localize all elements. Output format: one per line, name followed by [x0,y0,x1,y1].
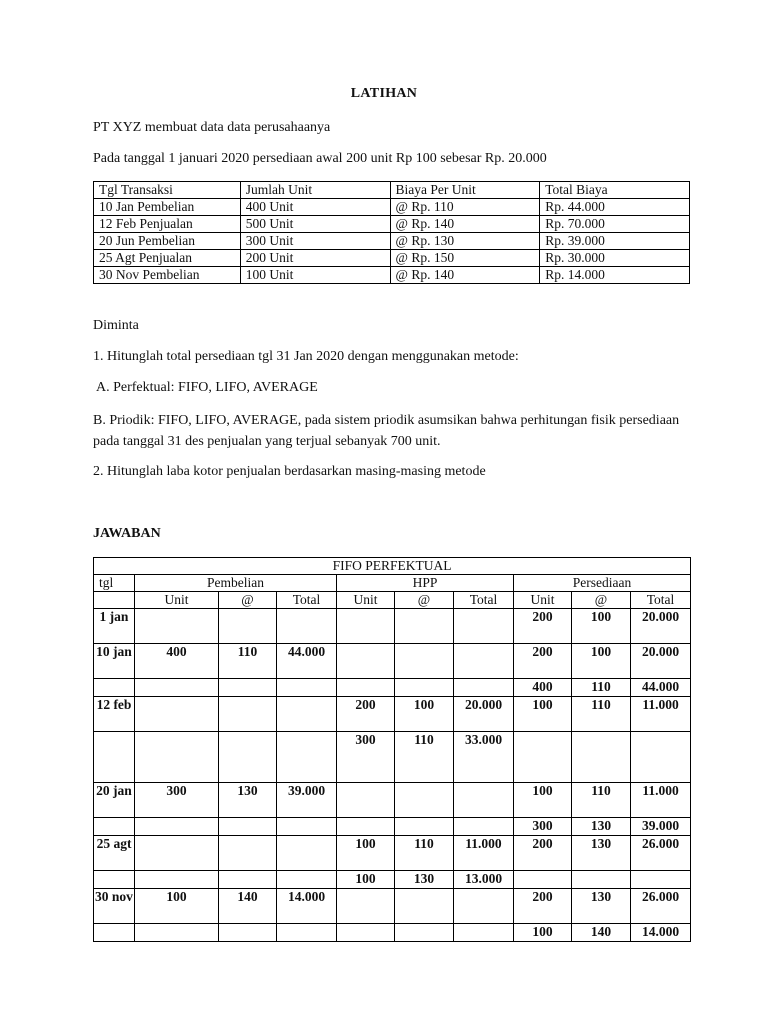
table-cell: @ Rp. 140 [390,216,540,233]
table-cell [395,679,454,697]
table-cell: 100 [395,697,454,732]
table-cell: 12 Feb Penjualan [94,216,241,233]
table-cell: 130 [219,783,277,818]
table-cell: 30 Nov Pembelian [94,267,241,284]
table-cell [337,818,395,836]
fifo-group-header-row [94,575,691,592]
table-cell: @ Rp. 110 [390,199,540,216]
sub-header: @ [395,592,454,609]
tgl-header: tgl [94,575,135,592]
table-cell [337,644,395,679]
sub-header: @ [219,592,277,609]
table-cell: 200 [514,836,572,871]
table-cell [277,732,337,783]
table-cell: 100 [514,924,572,942]
table-cell [395,818,454,836]
table-cell: 14.000 [277,889,337,924]
table-cell: 500 Unit [240,216,390,233]
table-cell [277,871,337,889]
table-cell: 14.000 [631,924,691,942]
table-cell: 300 [337,732,395,783]
table-cell: 100 [514,697,572,732]
table-cell: 33.000 [454,732,514,783]
table-row [94,871,691,889]
table-cell [277,609,337,644]
table-cell: 300 Unit [240,233,390,250]
table-cell: 130 [572,889,631,924]
date-cell: 10 jan [94,644,135,679]
header-cell: Biaya Per Unit [390,182,540,199]
table-cell [135,609,219,644]
table-cell: 130 [572,818,631,836]
table-row [94,216,690,233]
persediaan-header: Persediaan [514,575,691,592]
jawaban-heading: JAWABAN [93,526,161,541]
table-cell [277,924,337,942]
transactions-header-row [94,182,690,199]
table-row [94,679,691,697]
table-cell: 11.000 [454,836,514,871]
table-cell: 110 [219,644,277,679]
table-cell: Rp. 44.000 [540,199,690,216]
table-cell [454,818,514,836]
table-cell: 11.000 [631,783,691,818]
table-cell [277,697,337,732]
empty-cell [94,592,135,609]
table-cell: 100 [337,836,395,871]
header-cell: Jumlah Unit [240,182,390,199]
date-cell [94,924,135,942]
table-cell [395,924,454,942]
table-cell [135,836,219,871]
table-cell [219,871,277,889]
table-row [94,609,691,644]
table-row [94,818,691,836]
table-cell: @ Rp. 150 [390,250,540,267]
table-cell [395,644,454,679]
table-cell: 100 [337,871,395,889]
table-cell: 100 [514,783,572,818]
question-1: 1. Hitunglah total persediaan tgl 31 Jan 2020 dengan menggunakan metode: [93,349,519,364]
date-cell: 1 jan [94,609,135,644]
table-cell [514,871,572,889]
table-row [94,732,691,783]
table-cell [219,697,277,732]
diminta-heading: Diminta [93,318,139,333]
table-cell [277,679,337,697]
table-cell [135,871,219,889]
intro-company: PT XYZ membuat data data perusahaanya [93,120,331,135]
table-cell: 130 [572,836,631,871]
table-cell [395,889,454,924]
table-row [94,924,691,942]
pembelian-header: Pembelian [135,575,337,592]
table-cell [454,679,514,697]
table-cell: 26.000 [631,836,691,871]
table-cell: 11.000 [631,697,691,732]
table-cell: 10 Jan Pembelian [94,199,241,216]
date-cell: 20 jan [94,783,135,818]
table-row [94,889,691,924]
table-cell: 100 [572,644,631,679]
table-row [94,199,690,216]
table-cell: 300 [135,783,219,818]
date-cell: 30 nov [94,889,135,924]
table-row [94,836,691,871]
table-row [94,250,690,267]
sub-header: Unit [514,592,572,609]
table-row [94,783,691,818]
table-cell: 20 Jun Pembelian [94,233,241,250]
sub-header: Total [454,592,514,609]
table-cell: 110 [395,732,454,783]
table-cell [277,836,337,871]
table-row [94,697,691,732]
date-cell [94,732,135,783]
table-cell [454,924,514,942]
table-cell [572,732,631,783]
table-cell: 200 [514,609,572,644]
table-cell [395,609,454,644]
table-cell [219,732,277,783]
table-cell: 39.000 [277,783,337,818]
table-cell: 44.000 [631,679,691,697]
table-cell [631,732,691,783]
table-cell: 400 Unit [240,199,390,216]
table-cell: 140 [219,889,277,924]
table-cell [337,924,395,942]
fifo-perpetual-table [93,557,691,942]
hpp-header: HPP [337,575,514,592]
table-cell: 20.000 [454,697,514,732]
fifo-title: FIFO PERFEKTUAL [94,558,691,575]
table-cell: Rp. 14.000 [540,267,690,284]
question-1b: B. Priodik: FIFO, LIFO, AVERAGE, pada sistem priodik asumsikan bahwa perhitungan fisik persediaan pada tanggal 31 des penjualan yang terjual sebanyak 700 unit. [93,413,680,449]
table-row [94,644,691,679]
date-cell [94,871,135,889]
table-cell: Rp. 70.000 [540,216,690,233]
table-cell: 100 [135,889,219,924]
table-cell [631,871,691,889]
date-cell: 12 feb [94,697,135,732]
table-cell [135,818,219,836]
table-cell [337,609,395,644]
table-cell: 110 [572,783,631,818]
date-cell: 25 agt [94,836,135,871]
table-cell [514,732,572,783]
table-cell [219,924,277,942]
table-cell [135,732,219,783]
table-cell: 200 [337,697,395,732]
table-cell: 26.000 [631,889,691,924]
table-cell: 400 [135,644,219,679]
table-cell [395,783,454,818]
table-cell [337,783,395,818]
table-cell [454,644,514,679]
table-cell: 130 [395,871,454,889]
table-cell: 25 Agt Penjualan [94,250,241,267]
table-cell: 44.000 [277,644,337,679]
sub-header: Total [277,592,337,609]
table-cell: 400 [514,679,572,697]
table-cell: Rp. 30.000 [540,250,690,267]
header-cell: Total Biaya [540,182,690,199]
date-cell [94,818,135,836]
table-cell [135,924,219,942]
date-cell [94,679,135,697]
sub-header: Total [631,592,691,609]
table-cell [219,818,277,836]
table-cell [219,679,277,697]
fifo-sub-header-row [94,592,691,609]
table-cell: 100 [572,609,631,644]
sub-header: @ [572,592,631,609]
table-cell: 200 Unit [240,250,390,267]
table-cell [135,697,219,732]
table-row [94,233,690,250]
table-cell [572,871,631,889]
table-cell: 140 [572,924,631,942]
table-cell [337,889,395,924]
table-cell: 110 [395,836,454,871]
page-title: LATIHAN [350,86,418,101]
question-1a: A. Perfektual: FIFO, LIFO, AVERAGE [96,380,318,395]
table-cell: 20.000 [631,644,691,679]
table-cell [135,679,219,697]
table-cell: 300 [514,818,572,836]
table-cell: 20.000 [631,609,691,644]
table-cell: 39.000 [631,818,691,836]
table-cell: @ Rp. 140 [390,267,540,284]
table-cell [454,609,514,644]
sub-header: Unit [135,592,219,609]
table-cell: 200 [514,644,572,679]
table-cell: 100 Unit [240,267,390,284]
table-cell [277,818,337,836]
table-cell: Rp. 39.000 [540,233,690,250]
table-cell [454,889,514,924]
table-cell [219,609,277,644]
table-cell: @ Rp. 130 [390,233,540,250]
transactions-table [93,181,690,284]
table-cell [219,836,277,871]
table-cell: 200 [514,889,572,924]
table-cell: 110 [572,679,631,697]
header-cell: Tgl Transaksi [94,182,241,199]
table-cell: 110 [572,697,631,732]
fifo-body [94,609,691,942]
fifo-title-row [94,558,691,575]
table-cell [454,783,514,818]
table-row [94,267,690,284]
question-2: 2. Hitunglah laba kotor penjualan berdasarkan masing-masing metode [93,464,486,479]
table-cell [337,679,395,697]
sub-header: Unit [337,592,395,609]
table-cell: 13.000 [454,871,514,889]
intro-initial-stock: Pada tanggal 1 januari 2020 persediaan awal 200 unit Rp 100 sebesar Rp. 20.000 [93,151,547,166]
